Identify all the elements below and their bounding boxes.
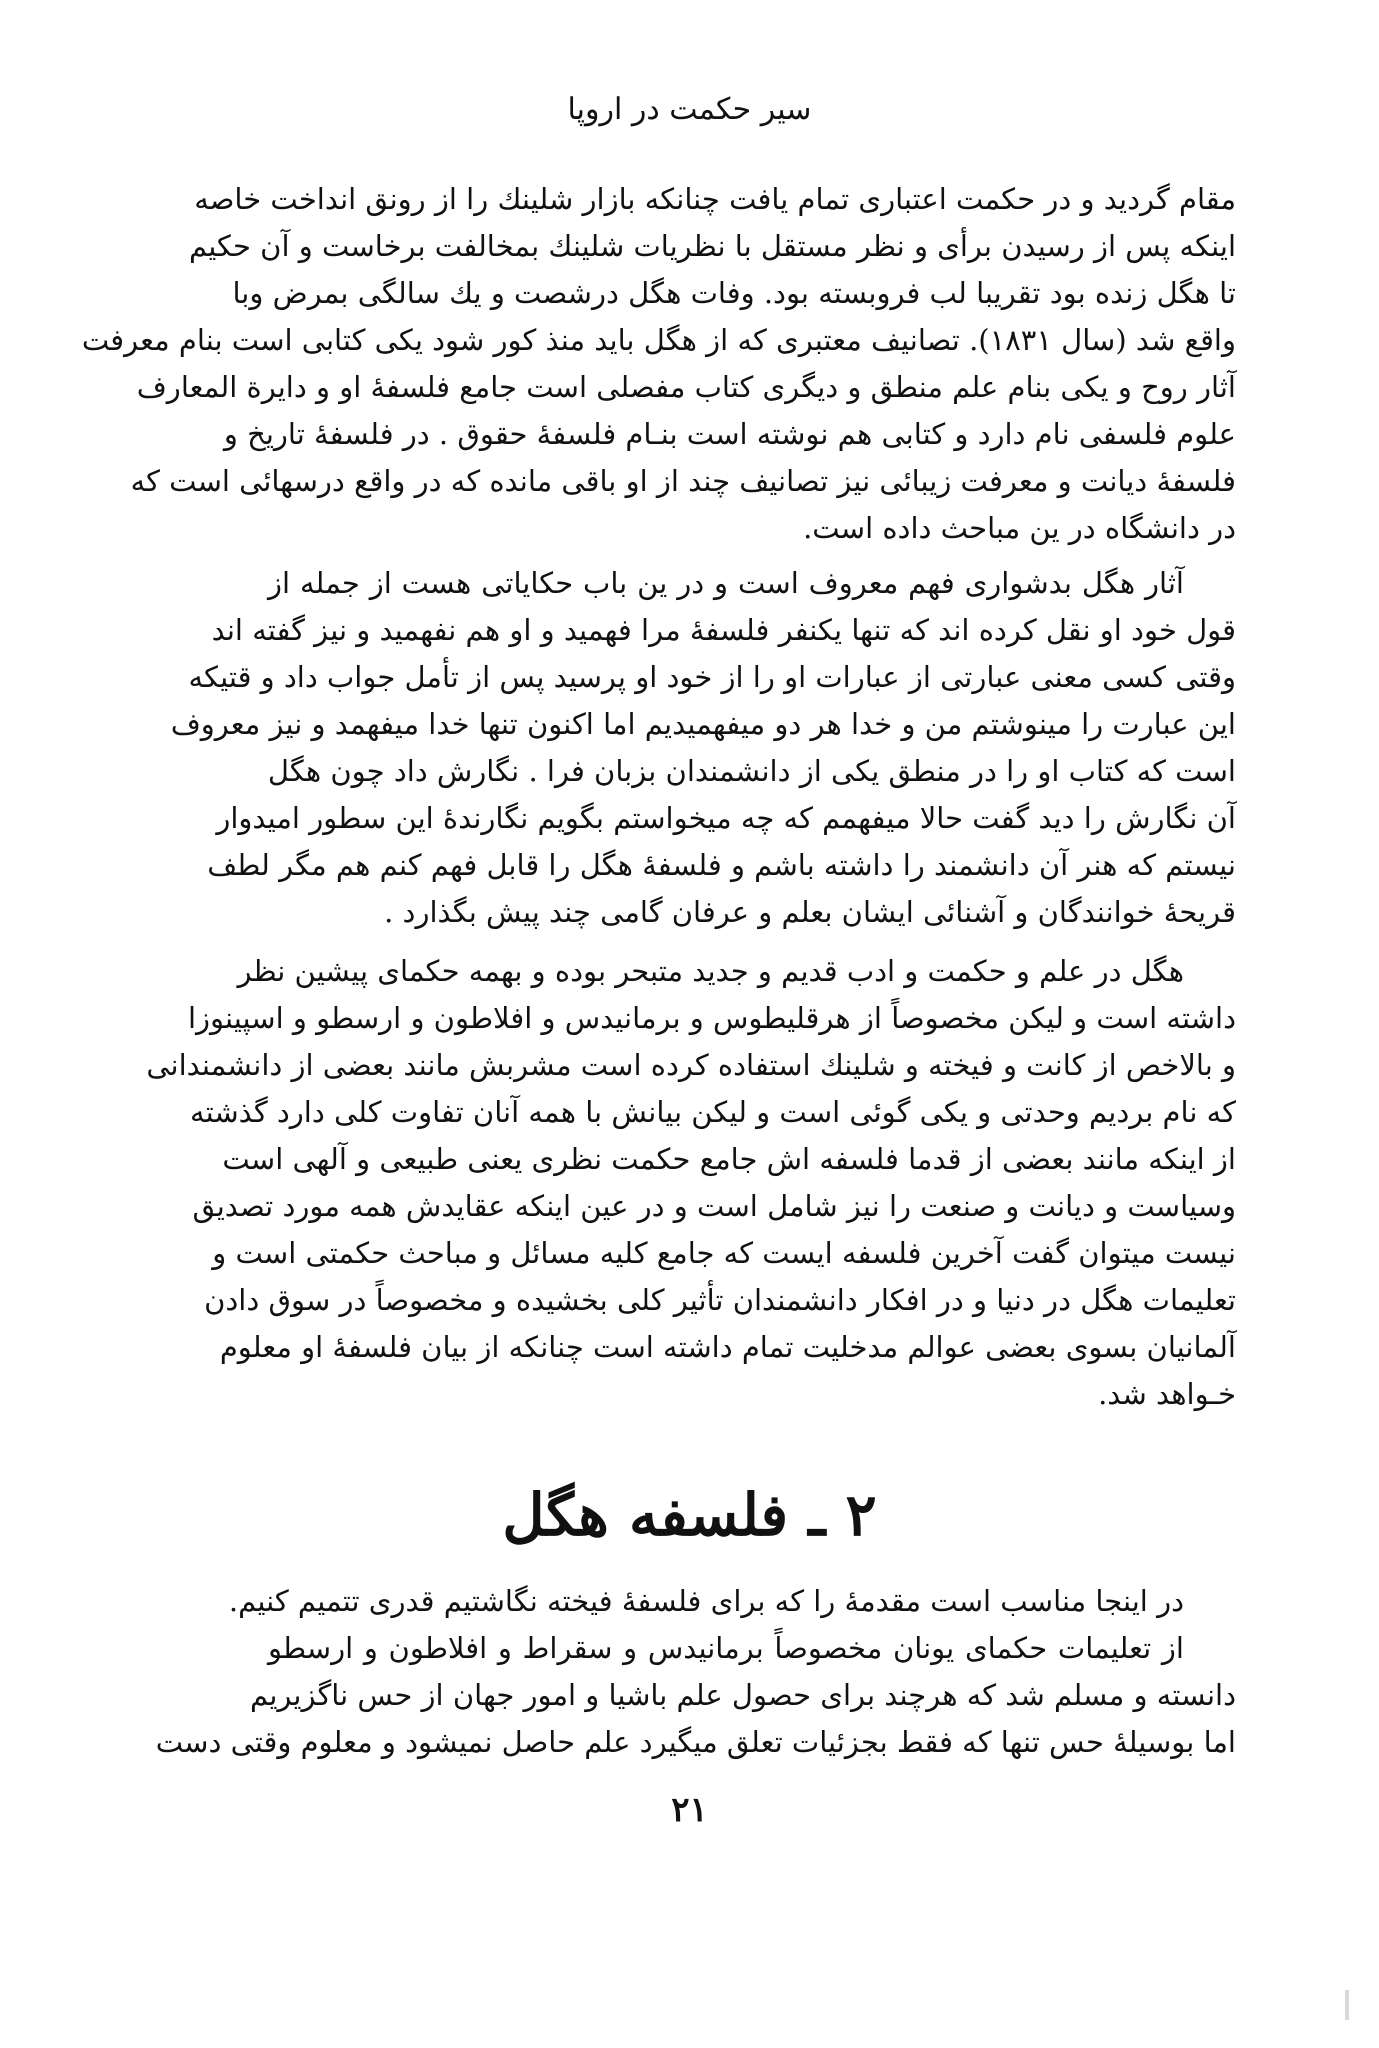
text-line: هگل در علم و حکمت و ادب قدیم و جدید متبحر بوده و بهمه حکمای پیشین نظر (237, 954, 1184, 988)
scan-edge-mark (1345, 1990, 1349, 2020)
text-line: در اینجا مناسب است مقدمهٔ را که برای فلسفهٔ فیخته نگاشتیم قدری تتمیم کنیم. (228, 1584, 1184, 1618)
text-line: دانسته و مسلم شد که هرچند برای حصول علم باشیا و امور جهان از حس ناگزیریم (250, 1678, 1236, 1712)
text-line: آثار هگل بدشواری فهم معروف است و در ین باب حکایاتی هست از جمله از (268, 566, 1184, 600)
text-line: وسیاست و دیانت و صنعت را نیز شامل است و در عین اینکه عقایدش همه مورد تصدیق (192, 1189, 1236, 1223)
text-line: علوم فلسفی نام دارد و کتابی هم نوشته است بنـام فلسفهٔ حقوق . در فلسفهٔ تاریخ و (223, 417, 1236, 451)
text-line: قریحهٔ خوانندگان و آشنائی ایشان بعلم و عرفان گامی چند پیش بگذارد . (384, 895, 1236, 929)
text-line: قول خود او نقل کرده اند که تنها یکنفر فلسفهٔ مرا فهمید و او هم نفهمید و نیز گفته اند (211, 613, 1236, 647)
text-line: در دانشگاه در ین مباحث داده است. (803, 511, 1236, 545)
text-line: آن نگارش را دید گفت حالا میفهمم که چه میخواستم بگویم نگارندهٔ این سطور امیدوار (216, 801, 1236, 835)
page-number: ۲۱ (671, 1790, 708, 1830)
text-line: وقتی کسی معنی عبارتی از عبارات او را از خود او پرسید پس از تأمل جواب داد و قتیکه (188, 660, 1236, 694)
text-line: آثار روح و یکی بنام علم منطق و دیگری کتاب مفصلی است جامع فلسفهٔ او و دایرة المعارف (136, 370, 1236, 404)
text-line: داشته است و لیکن مخصوصاً از هرقلیطوس و برمانیدس و افلاطون و ارسطو و اسپینوزا (188, 1001, 1236, 1035)
section-heading: ۲ ـ فلسفه هگل (502, 1481, 877, 1549)
text-line: نیست میتوان گفت آخرین فلسفه ایست که جامع کلیه مسائل و مباحث حکمتی است و (212, 1236, 1236, 1270)
text-line: از تعلیمات حکمای یونان مخصوصاً برمانیدس و سقراط و افلاطون و ارسطو (268, 1631, 1184, 1665)
text-line: تعلیمات هگل در دنیا و در افکار دانشمندان تأثیر کلی بخشیده و مخصوصاً در سوق دادن (204, 1283, 1236, 1317)
running-header: سیر حکمت در اروپا (567, 92, 812, 127)
text-line: واقع شد (سال ۱۸۳۱). تصانیف معتبری که از هگل باید منذ کور شود یکی کتابی است بنام معرفت (81, 323, 1236, 357)
text-line: آلمانیان بسوی بعضی عوالم مدخلیت تمام داشته است چنانکه از بیان فلسفهٔ او معلوم (219, 1330, 1236, 1364)
text-line: مقام گردید و در حکمت اعتباری تمام یافت چنانکه بازار شلینك را از رونق انداخت خاصه (194, 182, 1236, 216)
text-line: خـواهد شد. (1098, 1377, 1236, 1411)
text-line: نیستم که هنر آن دانشمند را داشته باشم و فلسفهٔ هگل را قابل فهم کنم هم مگر لطف (207, 848, 1236, 882)
paragraph-3 (146, 948, 1236, 1418)
text-line: فلسفهٔ دیانت و معرفت زیبائی نیز تصانیف چند از او باقی مانده که در واقع درسهائی است که (130, 464, 1236, 498)
text-line: و بالاخص از کانت و فیخته و شلینك استفاده کرده است مشربش مانند بعضی از دانشمندانی (146, 1048, 1236, 1082)
text-line: از اینکه مانند بعضی از قدما فلسفه اش جامع حکمت نظری یعنی طبیعی و آلهی است (222, 1142, 1236, 1176)
paragraph-1 (81, 176, 1236, 552)
section-paragraph (155, 1578, 1236, 1766)
paragraph-2 (170, 560, 1236, 936)
text-line: اینکه پس از رسیدن برأی و نظر مستقل با نظریات شلینك بمخالفت برخاست و آن حکیم (188, 229, 1236, 263)
text-line: تا هگل زنده بود تقریبا لب فروبسته بود. وفات هگل درشصت و یك سالگی بمرض وبا (232, 276, 1236, 310)
text-line: که نام بردیم وحدتی و یکی گوئی است و لیکن بیانش با همه آنان تفاوت کلی دارد گذشته (190, 1095, 1236, 1129)
text-line: این عبارت را مینوشتم من و خدا هر دو میفهمیدیم اما اکنون تنها خدا میفهمد و نیز معروف (170, 707, 1236, 741)
text-line: است که کتاب او را در منطق یکی از دانشمندان بزبان فرا . نگارش داد چون هگل (267, 754, 1236, 788)
text-line: اما بوسیلهٔ حس تنها که فقط بجزئیات تعلق میگیرد علم حاصل نمیشود و معلوم وقتی دست (155, 1725, 1236, 1759)
